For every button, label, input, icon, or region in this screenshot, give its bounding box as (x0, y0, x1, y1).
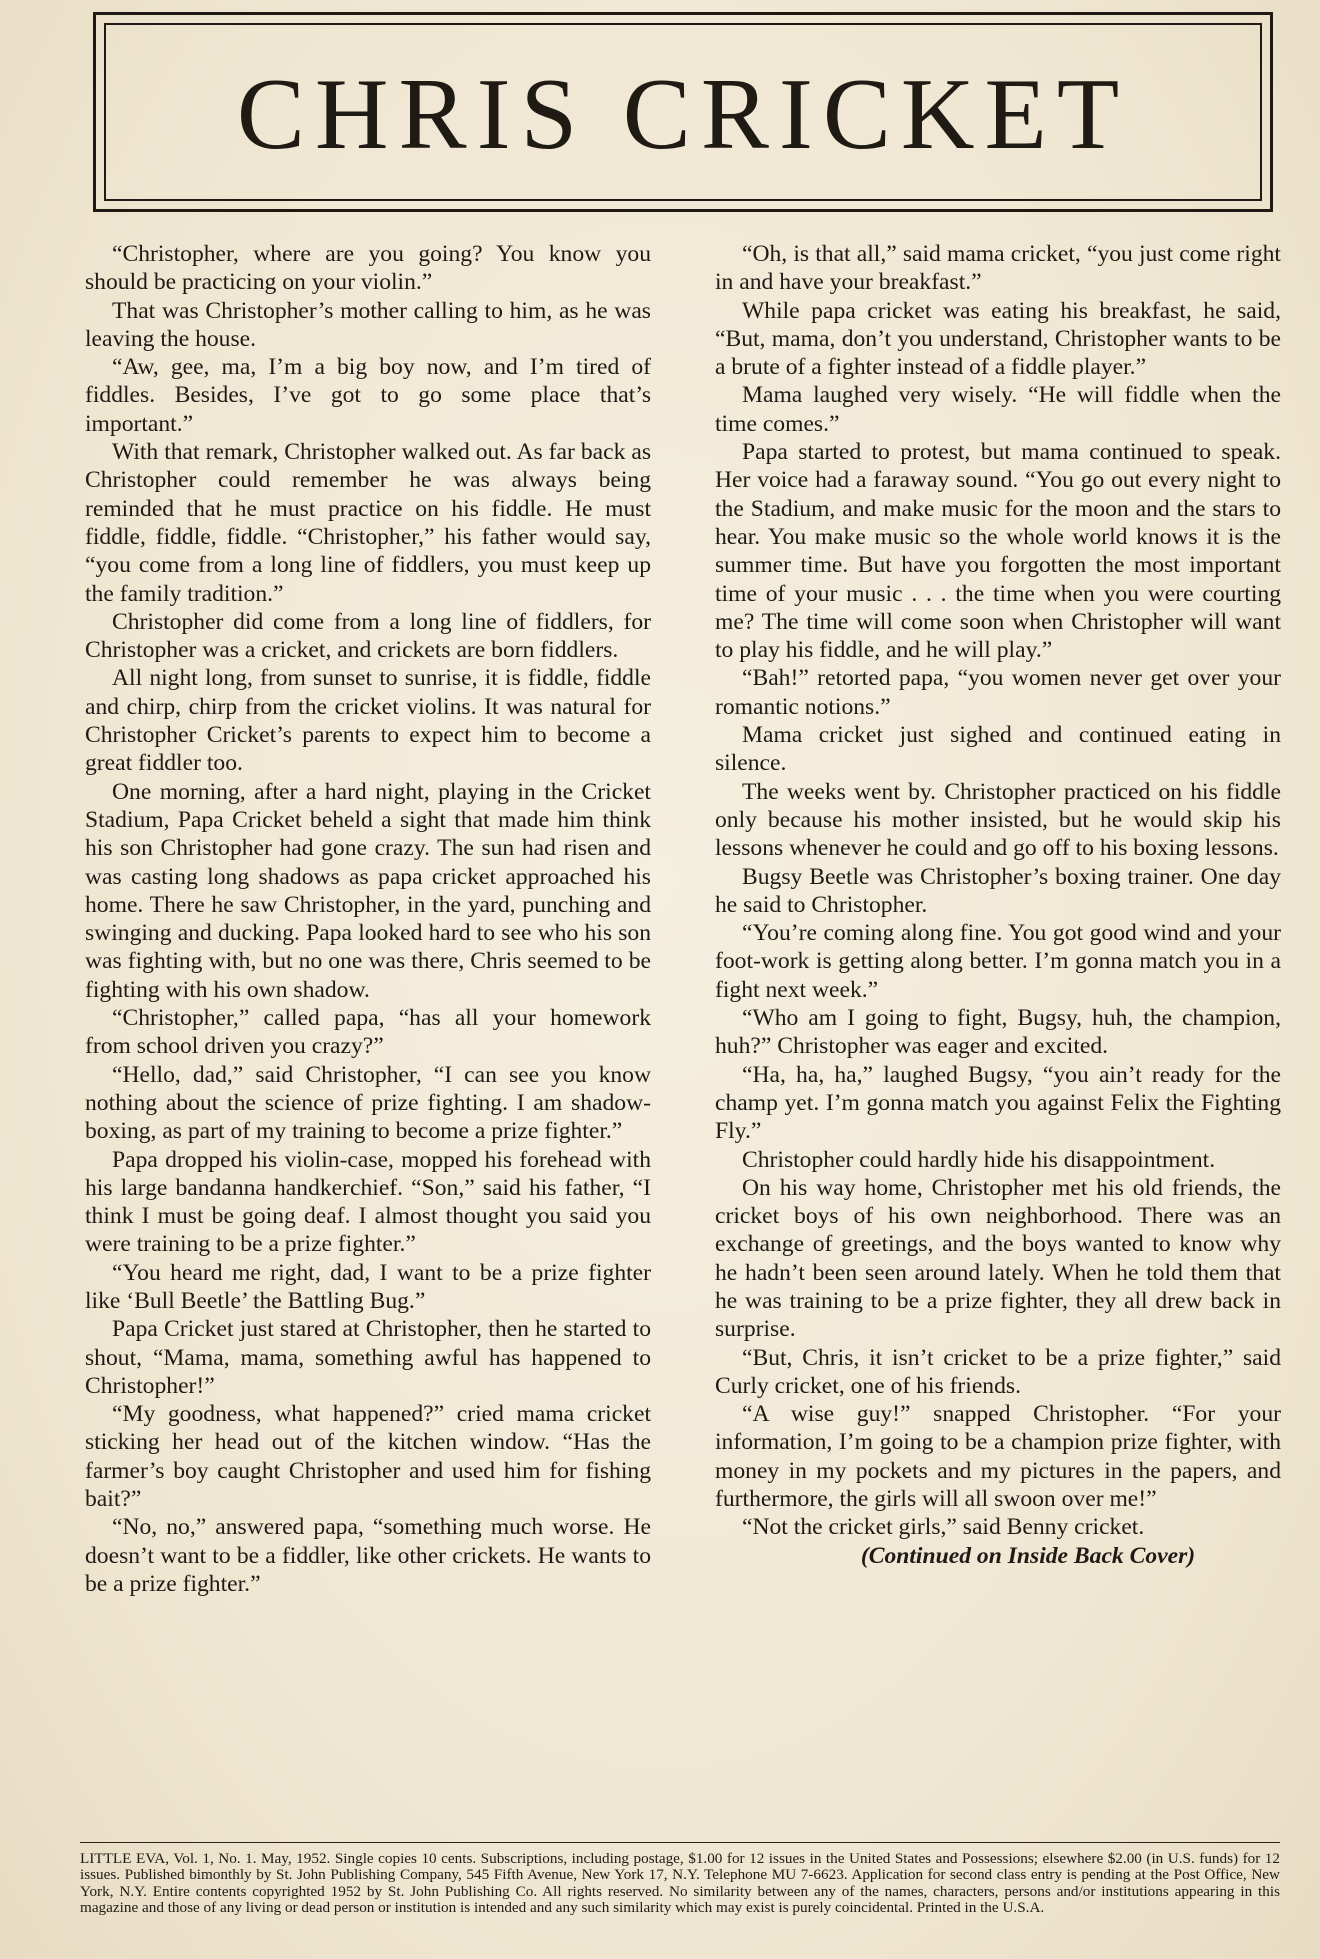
paragraph: That was Christopher’s mother calling to him, as he was leaving the house. (85, 297, 651, 352)
paragraph: “Christopher,” called papa, “has all your homework from school driven you crazy?” (85, 1005, 651, 1060)
paragraph: Papa started to protest, but mama continued to speak. Her voice had a faraway sound. “You go out every night to the Stadium, and make music for the moon and the stars to hear. You make music so the whole world knows it is the summer time. But have you forgotten the most important time of your music . . . the time when you were courting me? The time will come soon when Christopher will want to play his fiddle, and he will play.” (715, 439, 1281, 664)
paragraph: “But, Chris, it isn’t cricket to be a prize fighter,” said Curly cricket, one of his friends. (715, 1344, 1281, 1399)
left-column (85, 240, 651, 1598)
paragraph: “You heard me right, dad, I want to be a prize fighter like ‘Bull Beetle’ the Battling Bug.” (85, 1259, 651, 1314)
paragraph: “Hello, dad,” said Christopher, “I can see you know nothing about the science of prize fighting. I am shadow-boxing, as part of my training to become a prize fighter.” (85, 1061, 651, 1145)
title-box (93, 12, 1273, 212)
paragraph: “A wise guy!” snapped Christopher. “For your information, I’m going to be a champion prize fighter, with money in my pockets and my pictures in the papers, and furthermore, the girls will all swoon over me!” (715, 1401, 1281, 1513)
paragraph: Christopher did come from a long line of fiddlers, for Christopher was a cricket, and crickets are born fiddlers. (85, 608, 651, 664)
paragraph: “Bah!” retorted papa, “you women never get over your romantic notions.” (715, 665, 1281, 720)
right-column (715, 240, 1281, 1570)
continued-note: (Continued on Inside Back Cover) (860, 1542, 1196, 1569)
story-title: CHRIS CRICKET (236, 58, 1130, 171)
paragraph: With that remark, Christopher walked out. As far back as Christopher could remember he was always being reminded that he must practice on his fiddle. He must fiddle, fiddle, fiddle. “Christopher,” his father would say, “you come from a long line of fiddlers, you must keep up the family tradition.” (85, 439, 651, 607)
paragraph: “You’re coming along fine. You got good wind and your foot-work is getting along better. I’m gonna match you in a fight next week.” (715, 920, 1281, 1003)
paragraph: Papa dropped his violin-case, mopped his forehead with his large bandanna handkerchief. “Son,” said his father, “I think I must be going deaf. I almost thought you said you were training to be a prize fighter.” (85, 1146, 651, 1258)
paragraph: “My goodness, what happened?” cried mama cricket sticking her head out of the kitchen window. “Has the farmer’s boy caught Christopher and used him for fishing bait?” (85, 1401, 651, 1513)
paragraph: On his way home, Christopher met his old friends, the cricket boys of his own neighborhood. There was an exchange of greetings, and the boys wanted to know why he hadn’t been seen around lately. When he told them that he was training to be a prize fighter, they all drew back in surprise. (715, 1174, 1281, 1343)
paragraph: “Christopher, where are you going? You know you should be practicing on your violin.” (85, 241, 651, 296)
paragraph: “Oh, is that all,” said mama cricket, “you just come right in and have your breakfast.” (715, 241, 1281, 296)
paragraph: “No, no,” answered papa, “something much worse. He doesn’t want to be a fiddler, like other crickets. He wants to be a prize fighter.” (85, 1514, 651, 1597)
paragraph: All night long, from sunset to sunrise, it is fiddle, fiddle and chirp, chirp from the cricket violins. It was natural for Christopher Cricket’s parents to expect him to become a great fiddler too. (85, 665, 651, 777)
paragraph: Bugsy Beetle was Christopher’s boxing trainer. One day he said to Christopher. (715, 863, 1281, 918)
paragraph: “Aw, gee, ma, I’m a big boy now, and I’m tired of fiddles. Besides, I’ve got to go some place that’s important.” (85, 354, 651, 437)
paragraph: “Not the cricket girls,” said Benny cricket. (742, 1514, 1145, 1541)
paragraph: “Who am I going to fight, Bugsy, huh, the champion, huh?” Christopher was eager and excited. (715, 1005, 1281, 1060)
paragraph: Papa Cricket just stared at Christopher, then he started to shout, “Mama, mama, something awful has happened to Christopher!” (85, 1316, 651, 1399)
paragraph: The weeks went by. Christopher practiced on his fiddle only because his mother insisted, but he would skip his lessons whenever he could and go off to his boxing lessons. (715, 778, 1281, 862)
publication-footer: LITTLE EVA, Vol. 1, No. 1. May, 1952. Single copies 10 cents. Subscriptions, including postage, $1.00 for 12 issues in the United States and Possessions; elsewhere $2.00 (in U.S. funds) for 12 issues. Published bimonthly by St. John Publishing Company, 545 Fifth Avenue, New York 17, N.Y. Telephone MU 7-6623. Application for second class entry is pending at the Post Office, New York, N.Y. Entire contents copyrighted 1952 by St. John Publishing Co. All rights reserved. No similarity between any of the names, characters, persons and/or institutions appearing in this magazine and those of any living or dead person or institution is intended and any such similarity which may exist is purely coincidental. Printed in the U.S.A. (80, 1842, 1280, 1917)
paragraph: Mama laughed very wisely. “He will fiddle when the time comes.” (715, 382, 1281, 437)
paragraph: Mama cricket just sighed and continued eating in silence. (715, 722, 1281, 777)
paragraph: Christopher could hardly hide his disappointment. (742, 1146, 1216, 1173)
title-box-inner (104, 23, 1262, 201)
paragraph: While papa cricket was eating his breakfast, he said, “But, mama, don’t you understand, Christopher wants to be a brute of a fighter instead of a fiddle player.” (715, 297, 1281, 381)
paragraph: One morning, after a hard night, playing in the Cricket Stadium, Papa Cricket beheld a sight that made him think his son Christopher had gone crazy. The sun had risen and was casting long shadows as papa cricket approached his home. There he saw Christopher, in the yard, punching and swinging and ducking. Papa looked hard to see who his son was fighting with, but no one was there, Chris seemed to be fighting with his own shadow. (85, 778, 651, 1003)
paragraph: “Ha, ha, ha,” laughed Bugsy, “you ain’t ready for the champ yet. I’m gonna match you against Felix the Fighting Fly.” (715, 1061, 1281, 1145)
